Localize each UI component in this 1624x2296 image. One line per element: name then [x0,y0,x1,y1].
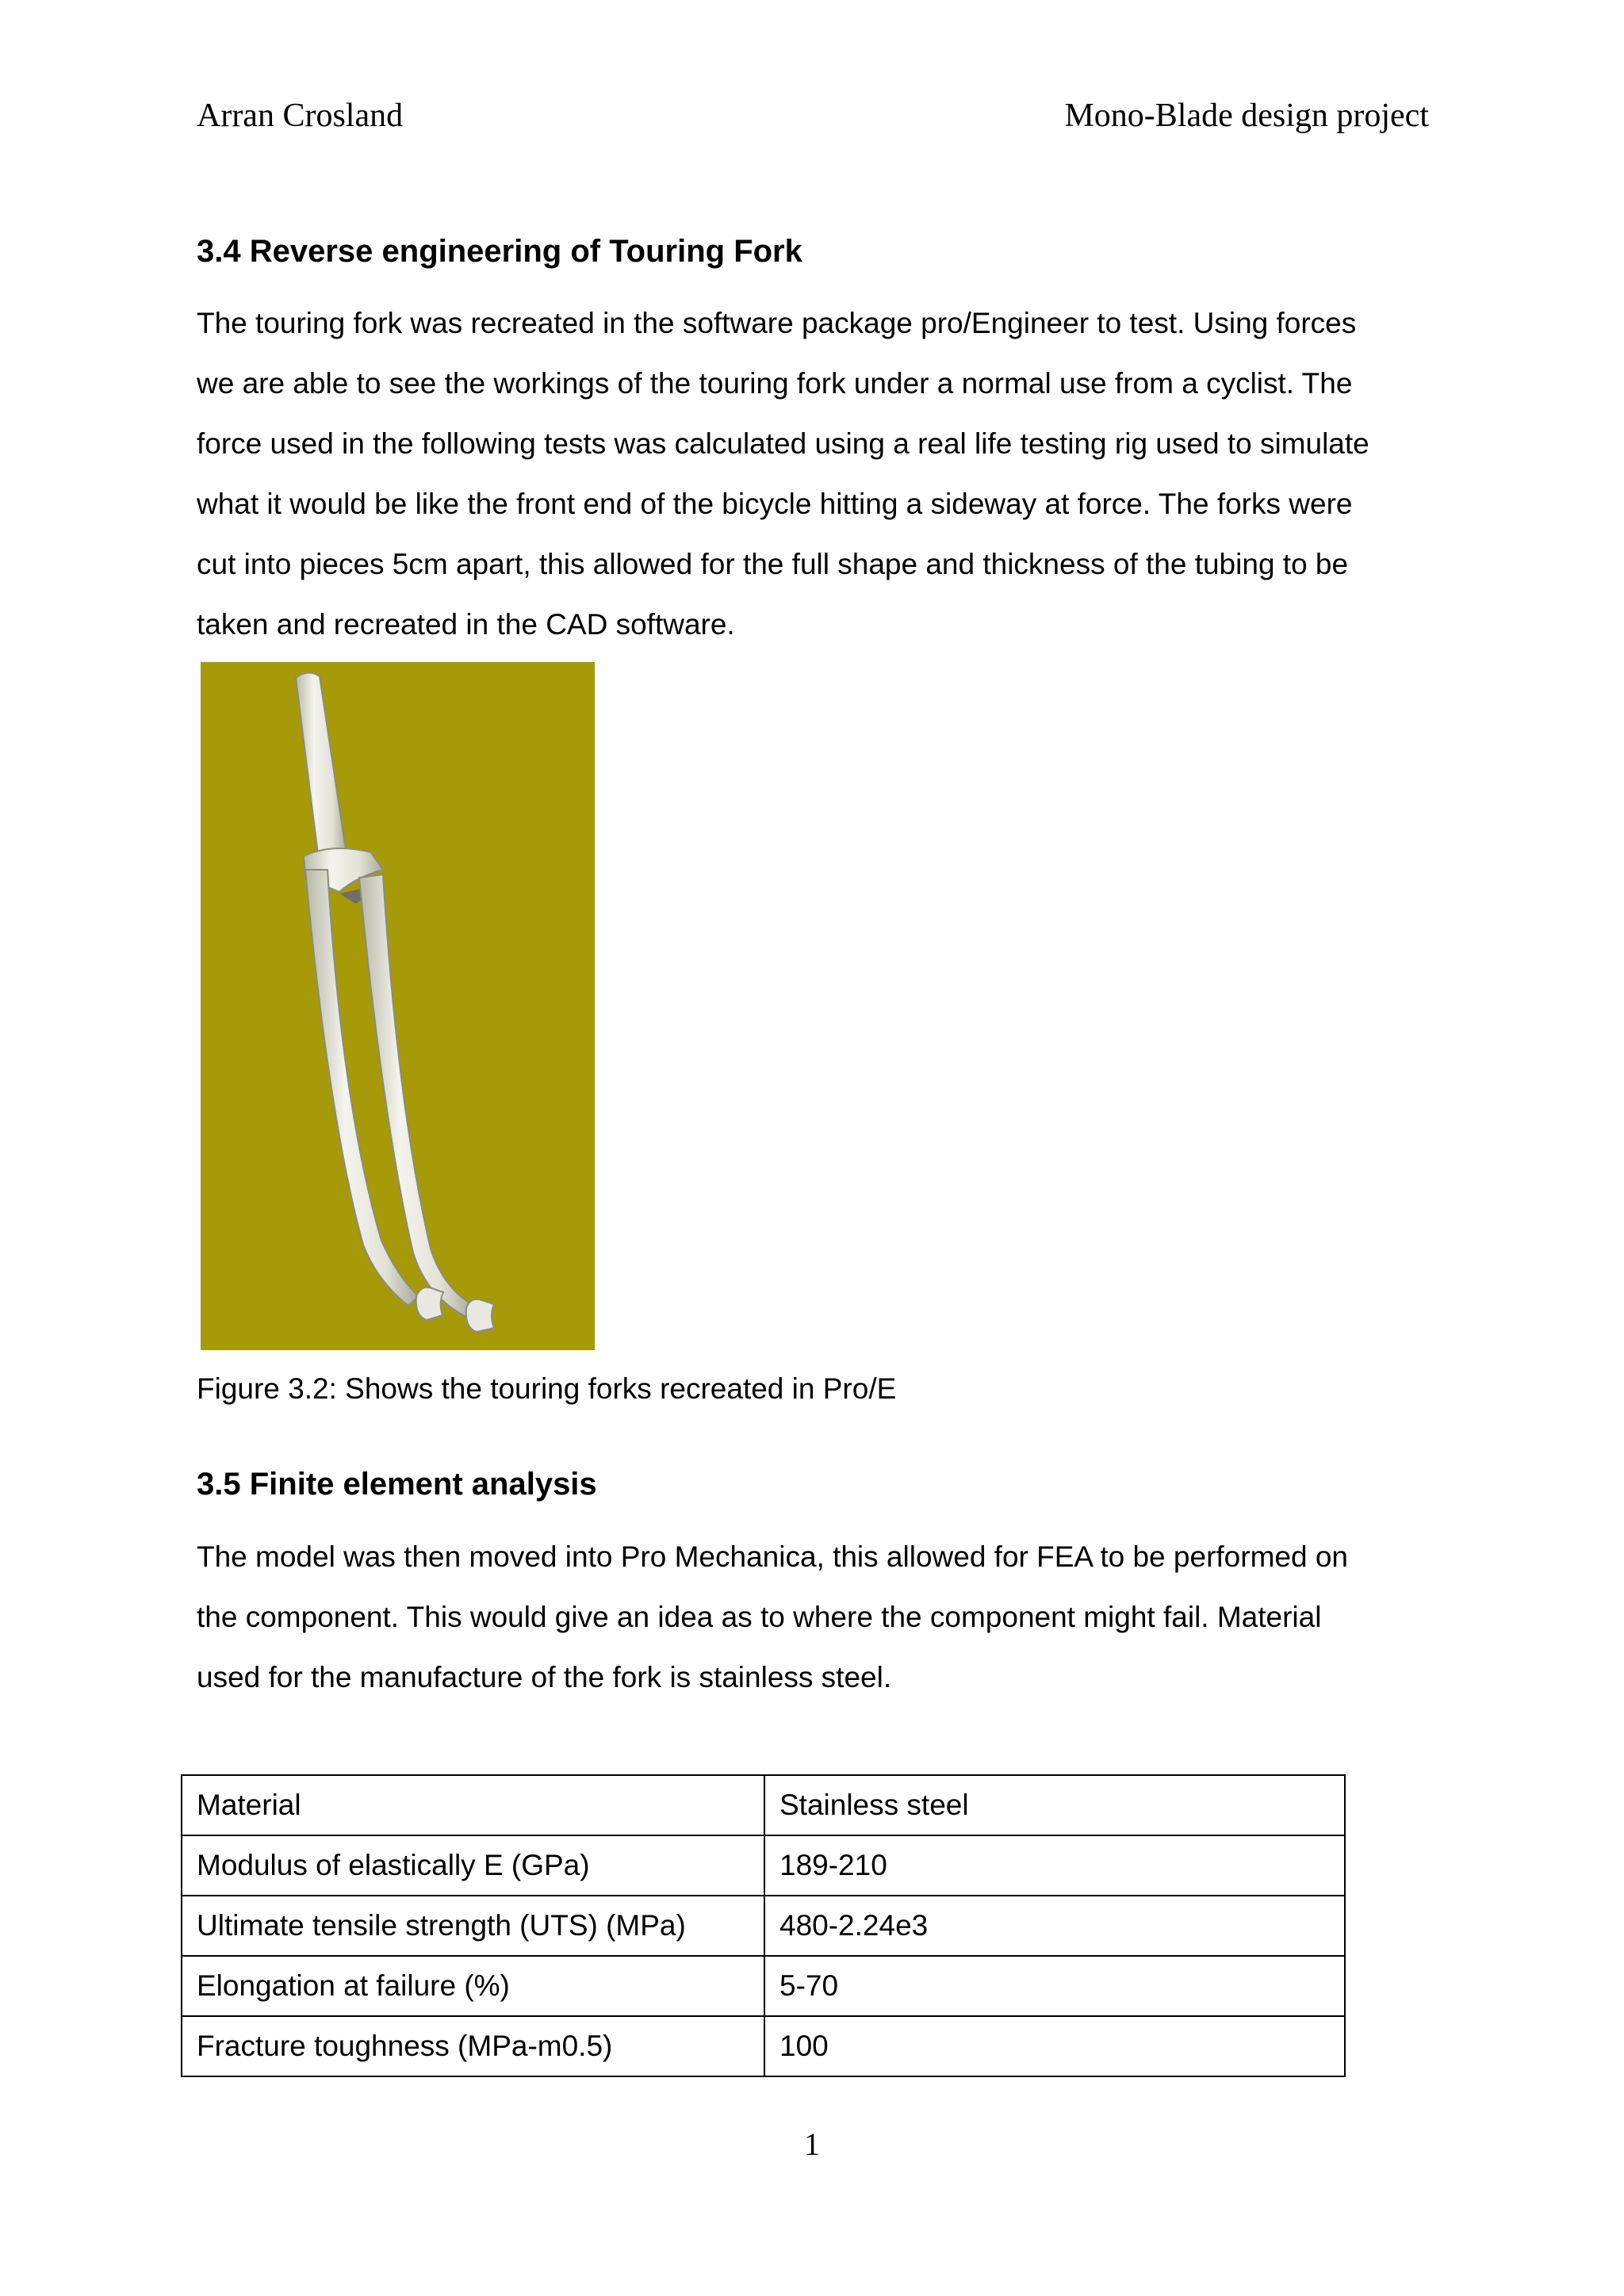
property-name: Fracture toughness (MPa-m0.5) [182,2016,764,2076]
paragraph-line: what it would be like the front end of the bicycle hitting a sideway at force. The forks were [197,488,1353,520]
property-name: Elongation at failure (%) [182,1956,764,2016]
property-name: Modulus of elastically E (GPa) [182,1835,764,1896]
paragraph-line: force used in the following tests was calculated using a real life testing rig used to simulate [197,427,1369,460]
table-row [182,1835,1345,1896]
dropout-right [466,1299,494,1332]
table-row [182,1775,1345,1835]
section-heading-reverse-engineering: 3.4 Reverse engineering of Touring Fork [197,234,802,269]
paragraph-reverse-engineering [197,293,1434,655]
dropout-left [416,1288,443,1320]
property-value: 5-70 [764,1956,1345,2016]
property-value: Stainless steel [764,1775,1345,1835]
section-heading-fea: 3.5 Finite element analysis [197,1467,597,1502]
property-value: 100 [764,2016,1345,2076]
touring-fork-cad-render [201,662,595,1350]
table-row [182,1956,1345,2016]
paragraph-line: cut into pieces 5cm apart, this allowed for the full shape and thickness of the tubing to be [197,548,1349,580]
page-number: 1 [804,2126,820,2162]
material-properties-table [181,1774,1346,2077]
paragraph-line: we are able to see the workings of the touring fork under a normal use from a cyclist. The [197,367,1353,400]
property-value: 189-210 [764,1835,1345,1896]
paragraph-line: used for the manufacture of the fork is stainless steel. [197,1661,892,1693]
paragraph-line: The touring fork was recreated in the software package pro/Engineer to test. Using forces [197,307,1357,339]
figure-caption: Figure 3.2: Shows the touring forks recreated in Pro/E [197,1372,897,1405]
table-row [182,2016,1345,2076]
paragraph-line: The model was then moved into Pro Mechanica, this allowed for FEA to be performed on [197,1540,1348,1573]
property-value: 480-2.24e3 [764,1896,1345,1956]
table-row [182,1896,1345,1956]
property-name: Material [182,1775,764,1835]
fork-illustration [201,662,595,1350]
paragraph-line: taken and recreated in the CAD software. [197,608,735,641]
paragraph-line: the component. This would give an idea as to where the component might fail. Material [197,1601,1322,1633]
property-name: Ultimate tensile strength (UTS) (MPa) [182,1896,764,1956]
header-project-title: Mono-Blade design project [1064,98,1429,134]
steerer-tube [296,672,347,867]
header-author: Arran Crosland [197,98,404,134]
paragraph-fea [197,1527,1434,1708]
